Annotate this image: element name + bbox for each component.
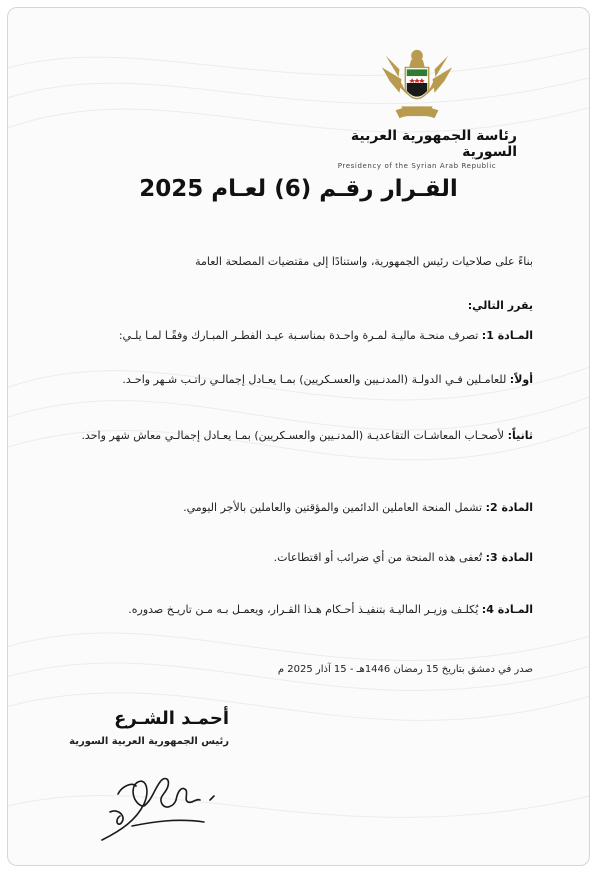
syrian-eagle-emblem-icon: [378, 46, 456, 122]
clause-first: [63, 370, 533, 389]
article-4-label: المـادة 4:: [481, 603, 533, 616]
decides-heading: يقرر التالي:: [467, 299, 533, 312]
article-3: [63, 548, 533, 567]
handwritten-signature: [92, 760, 222, 846]
clause-second-label: ثانياً:: [507, 429, 533, 442]
preamble: بناءً على صلاحيات رئيس الجمهورية، واستنادًا إلى مقتضيات المصلحة العامة: [195, 255, 533, 268]
article-4-text: يُكلـف وزيـر الماليـة بتنفيـذ أحـكام هـذا القـرار، ويعمـل بـه مـن تاريـخ صدوره.: [128, 603, 482, 616]
article-2-label: المادة 2:: [485, 501, 533, 514]
clause-first-label: أولاً:: [509, 373, 533, 386]
decree-document: [7, 7, 590, 866]
article-2-text: تشمل المنحة العاملين الدائمين والمؤقتين والعاملين بالأجر اليومي.: [183, 501, 486, 514]
clause-first-text: للعامـلين فـي الدولـة (المدنـيين والعسـكريين) بمـا يعـادل إجمالـي راتـب شـهر واحـد.: [122, 373, 510, 386]
decree-title: القـرار رقـم (6) لعـام 2025: [139, 176, 458, 202]
article-2: [63, 498, 533, 517]
signatory-title: رئيس الجمهورية العربية السورية: [69, 736, 229, 747]
org-name-english: Presidency of the Syrian Arab Republic: [337, 162, 497, 170]
article-3-text: تُعفى هذه المنحة من أي ضرائب أو اقتطاعات.: [273, 551, 486, 564]
clause-second-text: لأصحـاب المعاشـات التقاعديـة (المدنـيين والعسـكريين) بمـا يعـادل إجمالـي معاش شهر واحد.: [81, 429, 508, 442]
article-3-label: المادة 3:: [485, 551, 533, 564]
clause-second: [63, 426, 533, 445]
article-4: [63, 600, 533, 619]
org-name-arabic: رئاسة الجمهورية العربية السورية: [350, 128, 517, 160]
signatory-name: أحمـد الشـرع: [114, 708, 229, 729]
article-1: [63, 326, 533, 345]
issue-date-line: صدر في دمشق بتاريخ 15 رمضان 1446هـ - 15 آذار 2025 م: [277, 664, 533, 675]
article-1-text: تصرف منحـة ماليـة لمـرة واحـدة بمناسـبة عيـد الفطـر المبـارك وفقًـا لمـا يلـي:: [118, 329, 482, 342]
letterhead: [317, 46, 517, 170]
article-1-label: المـادة 1:: [481, 329, 533, 342]
